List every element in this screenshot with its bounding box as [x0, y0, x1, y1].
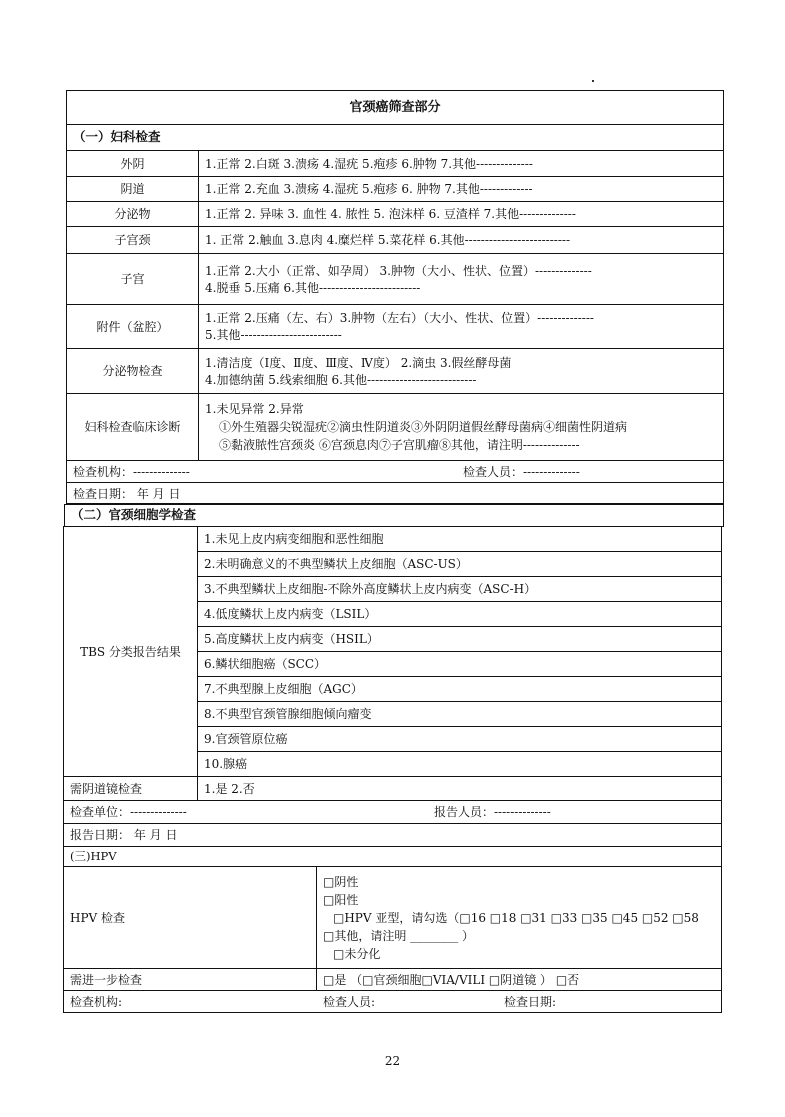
- tbs-item: [198, 602, 721, 627]
- form-title: 官颈癌筛查部分: [349, 100, 441, 115]
- cytology-report-date: 报告日期： 年 月 日: [70, 828, 178, 842]
- exam-options: [199, 349, 723, 393]
- cytology-reporter: 报告人员：--------------: [434, 805, 551, 819]
- exam-row-uterus: [67, 254, 723, 305]
- exam-label: 附件（盆腔）: [67, 305, 199, 348]
- exam-options: 1.正常 2.白斑 3.溃疡 4.湿疣 5.疱疹 6.肿物 7.其他--------------: [205, 156, 533, 171]
- exam-options: 1. 正常 2.触血 3.息肉 4.糜烂样 5.菜花样 6.其他--------------------------: [205, 233, 571, 247]
- exam-label: 分泌物: [67, 202, 199, 226]
- tbs-item: [198, 752, 721, 777]
- gyn-exam-table: [66, 90, 724, 504]
- section1-heading-row: [67, 125, 723, 151]
- colposcopy-label: 需阴道镜检查: [64, 777, 198, 800]
- exam-signoff-row: [67, 461, 723, 483]
- exam-label: 妇科检查临床诊断: [67, 394, 199, 460]
- tbs-item-text: 8.不典型官颈管腺细胞倾向瘤变: [204, 707, 372, 721]
- exam-option-line: 1.正常 2.压痛（左、右）3.肿物（左右）（大小、性状、位置）--------------: [205, 311, 594, 325]
- section2-heading-box: [64, 504, 724, 527]
- hpv-signoff-row: [64, 991, 721, 1013]
- tbs-item-text: 7.不典型腺上皮细胞（AGC）: [204, 682, 363, 696]
- further-exam-label: 需进一步检查: [64, 969, 317, 990]
- exam-row-diagnosis: [67, 394, 723, 461]
- tbs-items: [198, 527, 721, 777]
- tbs-item-text: 4.低度鳞状上皮内病变（LSIL）: [204, 607, 377, 621]
- cytology-hpv-table: [63, 526, 722, 1013]
- tbs-item-text: 5.高度鳞状上皮内病变（HSIL）: [204, 632, 379, 646]
- form-title-row: [67, 91, 723, 125]
- exam-institution: 检查机构：--------------: [73, 464, 190, 479]
- colposcopy-row: [64, 777, 721, 801]
- tbs-item-text: 9.官颈管原位癌: [204, 732, 288, 746]
- section1-heading: （一）妇科检查: [73, 129, 161, 145]
- scan-artifact-dot: [592, 80, 594, 82]
- further-exam-value: □是 （□官颈细胞□VIA/VILI □阴道镜 ） □否: [323, 972, 580, 987]
- colposcopy-value: 1.是 2.否: [204, 781, 255, 796]
- hpv-option-other: □其他，请注明 ________ ）: [323, 928, 474, 943]
- exam-row-discharge: [67, 202, 723, 227]
- tbs-item: [198, 702, 721, 727]
- exam-date: 检查日期： 年 月 日: [73, 487, 181, 501]
- tbs-item-text: 2.未明确意义的不典型鳞状上皮细胞（ASC-US）: [204, 557, 468, 571]
- exam-option-line: 4.脱垂 5.压痛 6.其他-------------------------: [205, 280, 421, 295]
- tbs-item: [198, 552, 721, 577]
- exam-label: 子宫颈: [67, 227, 199, 253]
- exam-date-row: [67, 483, 723, 505]
- page-number: 22: [384, 1054, 401, 1068]
- tbs-label-cell: [64, 527, 198, 777]
- exam-options: [199, 305, 723, 348]
- tbs-item-text: 3.不典型鳞状上皮细胞-不除外高度鳞状上皮内病变（ASC-H）: [204, 582, 537, 596]
- exam-label: 子宫: [67, 254, 199, 304]
- hpv-option-negative: □阴性: [323, 874, 359, 889]
- hpv-institution: 检查机构:: [70, 995, 123, 1009]
- exam-option-line: ⑤黏液脓性宫颈炎 ⑥宫颈息肉⑦子宫肌瘤⑧其他，请注明--------------: [219, 438, 580, 452]
- tbs-item: [198, 577, 721, 602]
- exam-option-line: 1.正常 2.大小（正常、如孕周） 3.肿物（大小、性状、位置）--------------: [205, 263, 592, 278]
- exam-option-line: 5.其他-------------------------: [205, 328, 342, 342]
- hpv-test-options: [317, 867, 721, 968]
- exam-row-vulva: [67, 151, 723, 177]
- hpv-heading-row: [64, 847, 721, 867]
- exam-options: 1.正常 2.充血 3.溃疡 4.湿疣 5.疱疹 6. 肿物 7.其他-------------: [205, 182, 533, 196]
- exam-label: 外阴: [67, 151, 199, 176]
- hpv-test-row: [64, 867, 721, 969]
- hpv-test-label: HPV 检查: [64, 867, 317, 968]
- exam-row-cervix: [67, 227, 723, 254]
- tbs-item-text: 1.未见上皮内病变细胞和恶性细胞: [204, 532, 384, 546]
- tbs-item: [198, 527, 721, 552]
- exam-option-line: 4.加德纳菌 5.线索细胞 6.其他---------------------------: [205, 372, 477, 387]
- further-exam-row: [64, 969, 721, 991]
- exam-row-discharge-test: [67, 349, 723, 394]
- cytology-date-row: [64, 824, 721, 847]
- hpv-option-positive: □阳性: [323, 892, 359, 907]
- section2-heading: （二）官颈细胞学检查: [71, 507, 197, 523]
- cytology-unit: 检查单位：--------------: [70, 805, 187, 819]
- exam-options: 1.正常 2. 异味 3. 血性 4. 脓性 5. 泡沫样 6. 豆渣样 7.其他--------------: [205, 207, 576, 221]
- exam-option-line: 1.清洁度（Ⅰ度、Ⅱ度、Ⅲ度、Ⅳ度） 2.滴虫 3.假丝酵母菌: [205, 355, 512, 370]
- exam-label: 阴道: [67, 177, 199, 201]
- exam-options: [199, 394, 723, 460]
- exam-examiner: 检查人员：--------------: [463, 464, 580, 479]
- tbs-item: [198, 677, 721, 702]
- exam-row-vagina: [67, 177, 723, 202]
- tbs-item: [198, 627, 721, 652]
- exam-label: 分泌物检查: [67, 349, 199, 393]
- tbs-item: [198, 652, 721, 677]
- hpv-option-undifferentiated: □未分化: [333, 946, 381, 961]
- hpv-heading: (三)HPV: [70, 848, 117, 863]
- exam-option-line: ①外生殖器尖锐湿疣②滴虫性阴道炎③外阴阴道假丝酵母菌病④细菌性阴道病: [219, 420, 628, 434]
- exam-row-adnexa: [67, 305, 723, 349]
- cytology-signoff-row: [64, 801, 721, 824]
- tbs-item: [198, 727, 721, 752]
- hpv-date: 检查日期:: [504, 995, 557, 1009]
- exam-option-line: 1.未见异常 2.异常: [205, 402, 304, 416]
- hpv-examiner: 检查人员:: [323, 995, 376, 1009]
- tbs-item-text: 6.鳞状细胞癌（SCC）: [204, 657, 327, 671]
- exam-options: [199, 254, 723, 304]
- tbs-label: TBS 分类报告结果: [80, 645, 181, 659]
- hpv-option-subtypes: □HPV 亚型，请勾选（□16 □18 □31 □33 □35 □45 □52 □58: [333, 910, 699, 925]
- tbs-item-text: 10.腺癌: [204, 757, 248, 771]
